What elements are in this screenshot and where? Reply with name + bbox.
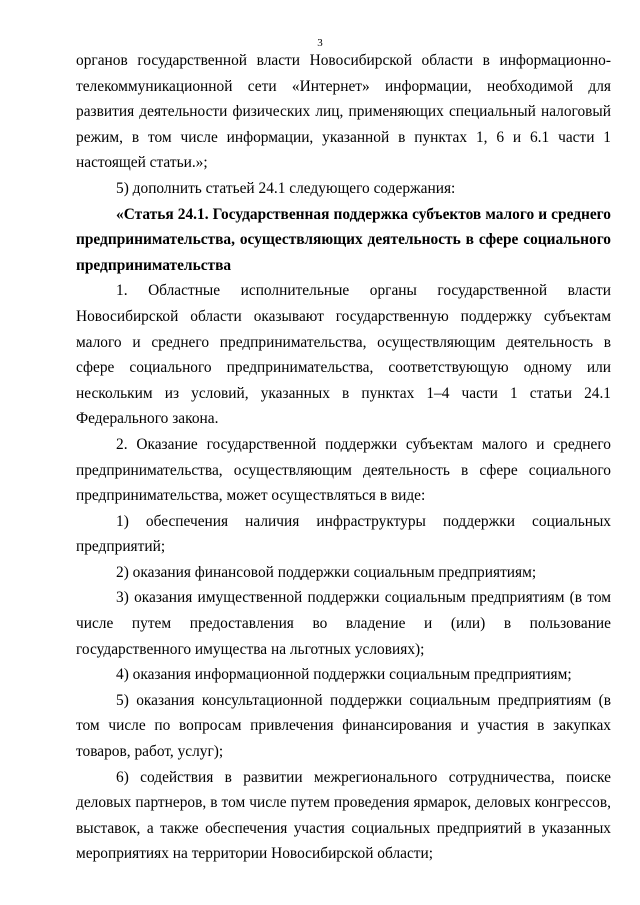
list-item-4: 4) оказания информационной поддержки социальным предприятиям; — [116, 666, 572, 684]
page-number: 3 — [317, 37, 323, 49]
document-body — [76, 48, 611, 867]
list-item-3: 3) оказания имущественной поддержки социальным предприятиям (в том числе путем предоставления во владение и (или) в пользование государственного имущества на льготных условиях); — [76, 589, 611, 658]
paragraph-part-1: 1. Областные исполнительные органы государственной власти Новосибирской области оказывают государственную поддержку субъектам малого и среднего предпринимательства, осуществляющим деятельность в сфере социального предпринимательства, соответствующую одному или нескольким из условий, указанных в пунктах 1–4 части 1 статьи 24.1 Федерального закона. — [76, 282, 611, 428]
paragraph-part-2: 2. Оказание государственной поддержки субъектам малого и среднего предпринимательства, осуществляющим деятельность в сфере социального предпринимательства, может осуществляться в виде: — [76, 435, 611, 505]
paragraph-continuation: органов государственной власти Новосибирской области в информационно-телекоммуникационной сети «Интернет» информации, необходимой для развития деятельности физических лиц, применяющих специальный налоговый режим, в том числе информации, указанной в пунктах 1, 6 и 6.1 части 1 настоящей статьи.»; — [76, 52, 611, 172]
list-item-2: 2) оказания финансовой поддержки социальным предприятиям; — [116, 563, 537, 581]
list-item-5: 5) оказания консультационной поддержки социальным предприятиям (в том числе по вопросам привлечения финансирования и участия в закупках товаров, работ, услуг); — [76, 691, 611, 761]
paragraph-amendment-item-5: 5) дополнить статьей 24.1 следующего содержания: — [116, 179, 456, 197]
list-item-6: 6) содействия в развитии межрегионального сотрудничества, поиске деловых партнеров, в том числе путем проведения ярмарок, деловых конгрессов, выставок, а также обеспечения участия социальных предприятий в указанных мероприятиях на территории Новосибирской области; — [76, 768, 611, 863]
list-item-1: 1) обеспечения наличия инфраструктуры поддержки социальных предприятий; — [76, 512, 611, 556]
article-heading: «Статья 24.1. Государственная поддержка субъектов малого и среднего предпринимательства, осуществляющих деятельность в сфере социального предпринимательства — [76, 205, 611, 274]
